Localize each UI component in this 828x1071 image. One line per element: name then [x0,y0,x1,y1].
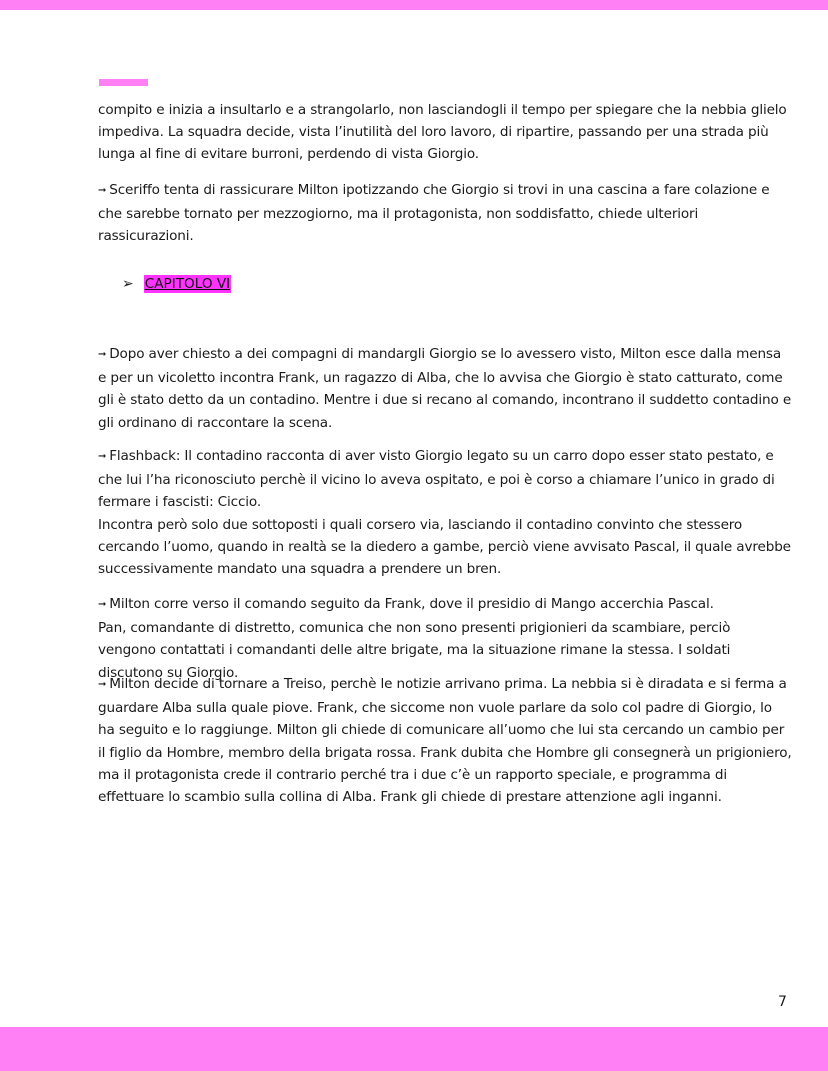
accent-dash [99,79,148,86]
arrow-icon: ➞ [98,185,107,196]
paragraph-text: Flashback: Il contadino racconta di aver visto Giorgio legato su un carro dopo esser stato pestato, e che lui l’ha riconosciuto perchè il vicino lo aveva ospitato, e poi è corso a chiamare l’unico in grado di fermare i fascisti: Ciccio. [98,448,775,511]
paragraph-text: Milton decide di tornare a Treiso, perchè le notizie arrivano prima. La nebbia si è diradata e si ferma a guardare Alba sulla quale piove. Frank, che siccome non vuole parlare da solo col padre di Giorgio, lo ha seguito e lo raggiunge. Milton gli chiede di comunicare all’uomo che lui sta cercando un cambio per il figlio da Hombre, membro della brigata rossa. Frank dubita che Hombre gli consegnerà un prigioniero, ma il protagonista crede il contrario perché tra i due c’è un rapporto speciale, e programma di effettuare lo scambio sulla collina di Alba. Frank gli chiede di prestare attenzione agli inganni. [98,676,792,806]
paragraph-continuation: compito e inizia a insultarlo e a strangolarlo, non lasciandogli il tempo per spiegare che la nebbia glielo impediva. La squadra decide, vista l’inutilità del loro lavoro, di ripartire, passando per una strada più lunga al fine di evitare burroni, perdendo di vista Giorgio. [98,102,787,163]
paragraph-comando [98,593,792,684]
paragraph-text-continued: Incontra però solo due sottoposti i quali corsero via, lasciando il contadino convinto che stessero cercando l’uomo, quando in realtà se la diedero a gambe, perciò viene avvisato Pascal, il quale avrebbe successivamente mandato una squadra a prendere un bren. [98,516,791,578]
chapter-heading [122,273,231,295]
paragraph-text: Milton corre verso il comando seguito da Frank, dove il presidio di Mango accerchia Pascal. [109,596,714,612]
paragraph-line-group [98,593,792,617]
chapter-heading-link[interactable]: CAPITOLO VI [144,276,231,292]
paragraph-sceriffo [98,179,792,248]
arrow-icon: ➞ [98,599,107,610]
page-number: 7 [778,994,787,1010]
paragraph-treiso [98,673,792,808]
paragraph-text: Dopo aver chiesto a dei compagni di mandargli Giorgio se lo avessero visto, Milton esce dalla mensa e per un vicoletto incontra Frank, un ragazzo di Alba, che lo avvisa che Giorgio è stato catturato, come gli è stato detto da un contadino. Mentre i due si recano al comando, incontrano il suddetto contadino e gli ordinano di raccontare la scena. [98,346,792,431]
paragraph-milton-frank [98,343,792,434]
paragraph-flashback [98,445,792,580]
paragraph-text-continued: Pan, comandante di distretto, comunica che non sono presenti prigionieri da scambiare, perciò vengono contattati i comandanti delle altre brigate, ma la situazione rimane la stessa. I soldati discutono su Giorgio. [98,620,731,681]
paragraph-text: Sceriffo tenta di rassicurare Milton ipotizzando che Giorgio si trovi in una cascina a fare colazione e che sarebbe tornato per mezzogiorno, ma il protagonista, non soddisfatto, chiede ulteriori rassicurazioni. [98,182,770,245]
arrow-icon: ➞ [98,679,107,690]
paragraph-line-group [98,445,792,514]
arrow-icon: ➞ [98,349,107,360]
arrow-icon: ➞ [98,451,107,462]
bottom-accent-band [0,1027,828,1071]
arrowhead-bullet-icon: ➢ [122,276,134,292]
top-accent-band [0,0,828,10]
